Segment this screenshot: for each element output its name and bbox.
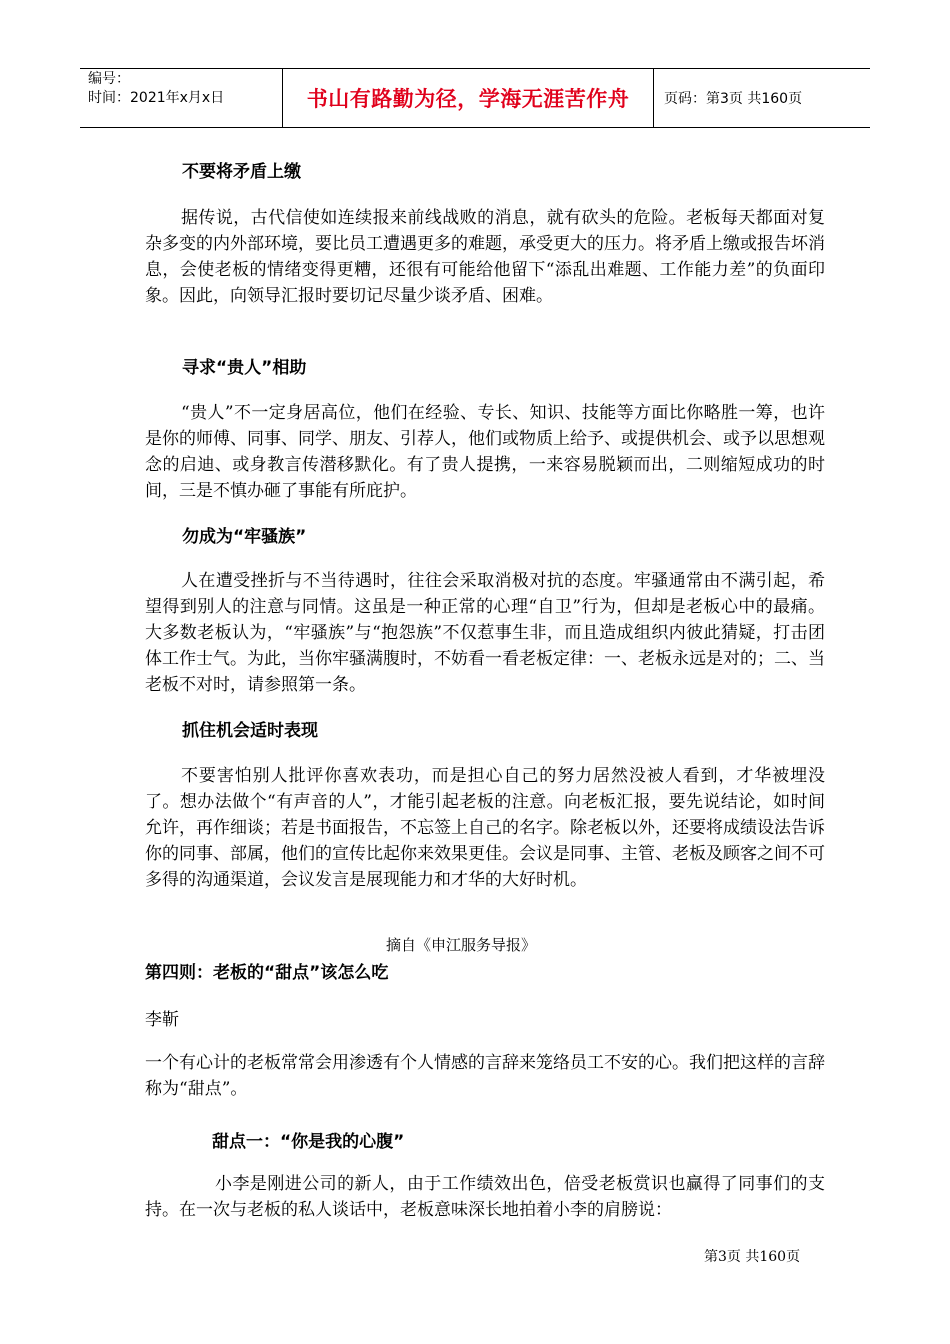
article-intro: 一个有心计的老板常常会用渗透有个人情感的言辞来笼络员工不安的心。我们把这样的言辞称为“甜点”。 xyxy=(145,1053,825,1099)
article-title: 第四则：老板的“甜点”该怎么吃 xyxy=(145,963,389,983)
number-label: 编号： xyxy=(88,71,130,87)
section-paragraph: 人在遭受挫折与不当待遇时，往往会采取消极对抗的态度。牢骚通常由不满引起，希望得到别人的注意与同情。这虽是一种正常的心理“自卫”行为，但却是老板心中的最痛。大多数老板认为，“牢骚族”与“抱怨族”不仅惹事生非，而且造成组织内彼此猜疑，打击团体工作士气。为此，当你牢骚满腹时，不妨看一看老板定律：一、老板永远是对的；二、当老板不对时，请参照第一条。 xyxy=(145,571,825,695)
page-footer: 第3页 共160页 xyxy=(704,1249,801,1265)
page-header xyxy=(80,68,870,128)
source-citation: 摘自《申江服务导报》 xyxy=(386,936,537,954)
header-motto: 书山有路勤为径，学海无涯苦作舟 xyxy=(282,69,654,127)
article-sub-paragraph: 小李是刚进公司的新人，由于工作绩效出色，倍受老板赏识也赢得了同事们的支持。在一次与老板的私人谈话中，老板意味深长地拍着小李的肩膀说： xyxy=(145,1174,825,1220)
section-paragraph: 据传说，古代信使如连续报来前线战败的消息，就有砍头的危险。老板每天都面对复杂多变的内外部环境，要比员工遭遇更多的难题，承受更大的压力。将矛盾上缴或报告坏消息，会使老板的情绪变得更糟，还很有可能给他留下“添乱出难题、工作能力差”的负面印象。因此，向领导汇报时要切记尽量少谈矛盾、困难。 xyxy=(145,208,825,306)
article-author: 李靳 xyxy=(145,1010,179,1030)
article-sub-heading: 甜点一：“你是我的心腹” xyxy=(212,1132,405,1152)
section-heading: 寻求“贵人”相助 xyxy=(182,358,307,378)
time-label: 时间：2021年x月x日 xyxy=(88,90,225,106)
section-heading: 不要将矛盾上缴 xyxy=(182,162,301,182)
header-page-info: 页码：第3页 共160页 xyxy=(664,91,803,107)
header-meta xyxy=(80,69,282,127)
section-heading: 勿成为“牢骚族” xyxy=(182,527,307,547)
section-paragraph: “贵人”不一定身居高位，他们在经验、专长、知识、技能等方面比你略胜一筹，也许是你的师傅、同事、同学、朋友、引荐人，他们或物质上给予、或提供机会、或予以思想观念的启迪、或身教言传潜移默化。有了贵人提携，一来容易脱颖而出，二则缩短成功的时间，三是不慎办砸了事能有所庇护。 xyxy=(145,403,825,501)
section-heading: 抓住机会适时表现 xyxy=(182,721,318,741)
section-paragraph: 不要害怕别人批评你喜欢表功，而是担心自己的努力居然没被人看到，才华被埋没了。想办法做个“有声音的人”，才能引起老板的注意。向老板汇报，要先说结论，如时间允许，再作细谈；若是书面报告，不忘签上自己的名字。除老板以外，还要将成绩设法告诉你的同事、部属，他们的宣传比起你来效果更佳。会议是同事、主管、老板及顾客之间不可多得的沟通渠道，会议发言是展现能力和才华的大好时机。 xyxy=(145,766,825,890)
